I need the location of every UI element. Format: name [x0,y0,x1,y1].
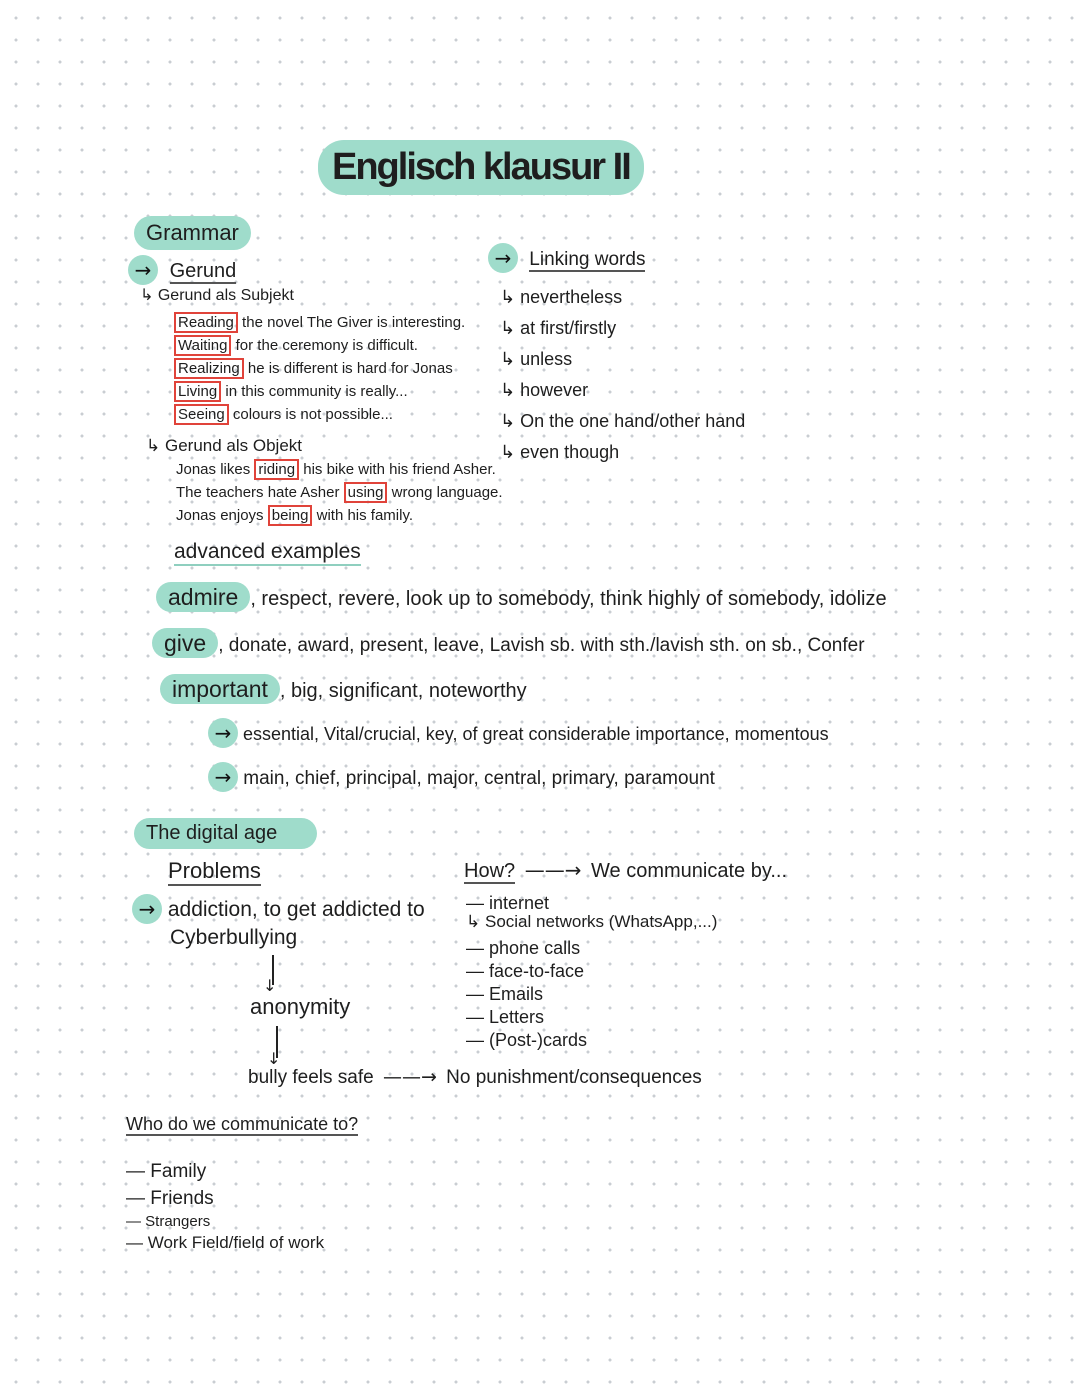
vocab-give: give , donate, award, present, leave, Lavish sb. with sth./lavish sth. on sb., Confer [152,630,865,657]
linking-row [488,243,645,273]
list-item: ↳ nevertheless [500,287,623,308]
gerund-row [128,255,236,285]
vocab-important: important , big, significant, noteworthy [160,676,527,703]
list-item: ↳ unless [500,349,573,370]
internet-item: — internet [466,893,550,913]
digital-age-heading: The digital age [134,818,317,849]
list-item: ↳ On the one hand/other hand [500,411,746,432]
linking-list [500,282,745,468]
list-item: — Strangers [126,1213,211,1230]
corner-arrow-icon: ↳ [466,912,481,932]
list-item: Waiting for the ceremony is difficult. [174,334,465,357]
list-item: ↳ however [500,380,589,401]
list-item: — Letters [466,1007,545,1027]
list-item: Realizing he is different is hard for Jonas [174,357,465,380]
advanced-examples-heading: advanced examples [174,540,361,566]
corner-arrow-icon: ↳ [500,287,516,308]
arrow-icon: → [132,894,162,924]
arrow-icon: → [208,762,238,792]
social-networks-item: ↳ Social networks (WhatsApp,...) [466,912,718,932]
corner-arrow-icon: ↳ [500,442,516,463]
bully-row: bully feels safe ——→ No punishment/consequences [248,1066,702,1088]
arrow-icon: → [128,255,158,285]
corner-arrow-icon: ↳ [500,349,516,370]
vocab-admire: admire , respect, revere, look up to somebody, think highly of somebody, idolize [156,584,887,611]
corner-arrow-icon: ↳ [146,436,161,456]
list-item: — Work Field/field of work [126,1233,325,1252]
long-arrow-icon: ——→ [382,1066,437,1088]
problems-heading: Problems [168,858,261,886]
down-arrow-icon: ↓ [263,976,277,995]
list-item: Living in this community is really... [174,380,465,403]
subject-examples [174,311,465,426]
list-item: — Emails [466,984,544,1004]
corner-arrow-icon: ↳ [140,285,154,304]
list-item: The teachers hate Asher using wrong language. [176,484,503,501]
cyberbullying: Cyberbullying [170,926,298,949]
corner-arrow-icon: ↳ [500,411,516,432]
subject-row [140,285,294,305]
list-item: — face-to-face [466,961,585,981]
list-item: — phone calls [466,938,581,958]
list-item: Seeing colours is not possible... [174,403,465,426]
list-item: Jonas likes riding his bike with his friend Asher. [176,461,496,478]
gerund-heading: Gerund [169,260,237,282]
list-item: — Family [126,1161,207,1182]
list-item: ↳ at first/firstly [500,318,617,339]
grammar-heading: Grammar [134,216,251,250]
corner-arrow-icon: ↳ [500,318,516,339]
down-arrow-icon: ↓ [267,1049,281,1068]
list-item: — (Post-)cards [466,1030,588,1050]
long-arrow-icon: ——→ [524,858,582,882]
list-item: Jonas enjoys being with his family. [176,507,414,524]
important-sub-1: → essential, Vital/crucial, key, of great considerable importance, momentous [208,718,829,748]
important-sub-2: → main, chief, principal, major, central, primary, paramount [208,762,715,792]
corner-arrow-icon: ↳ [500,380,516,401]
object-examples [176,458,503,527]
object-row [146,436,302,456]
who-list [126,1158,324,1254]
how-row: How? ——→ We communicate by... [464,858,788,882]
subject-heading: Gerund als Subjekt [157,287,294,304]
arrow-icon: → [208,718,238,748]
channels-list [466,937,587,1052]
list-item: — Friends [126,1188,214,1209]
linking-heading: Linking words [529,249,646,270]
list-item: Reading the novel The Giver is interesting. [174,311,465,334]
who-heading: Who do we communicate to? [126,1114,359,1134]
page-title: Englisch klausur II [318,140,644,195]
addiction-row: → addiction, to get addicted to [132,894,425,924]
object-heading: Gerund als Objekt [164,436,302,455]
anonymity: anonymity [250,994,351,1019]
arrow-icon: → [488,243,518,273]
list-item: ↳ even though [500,442,620,463]
